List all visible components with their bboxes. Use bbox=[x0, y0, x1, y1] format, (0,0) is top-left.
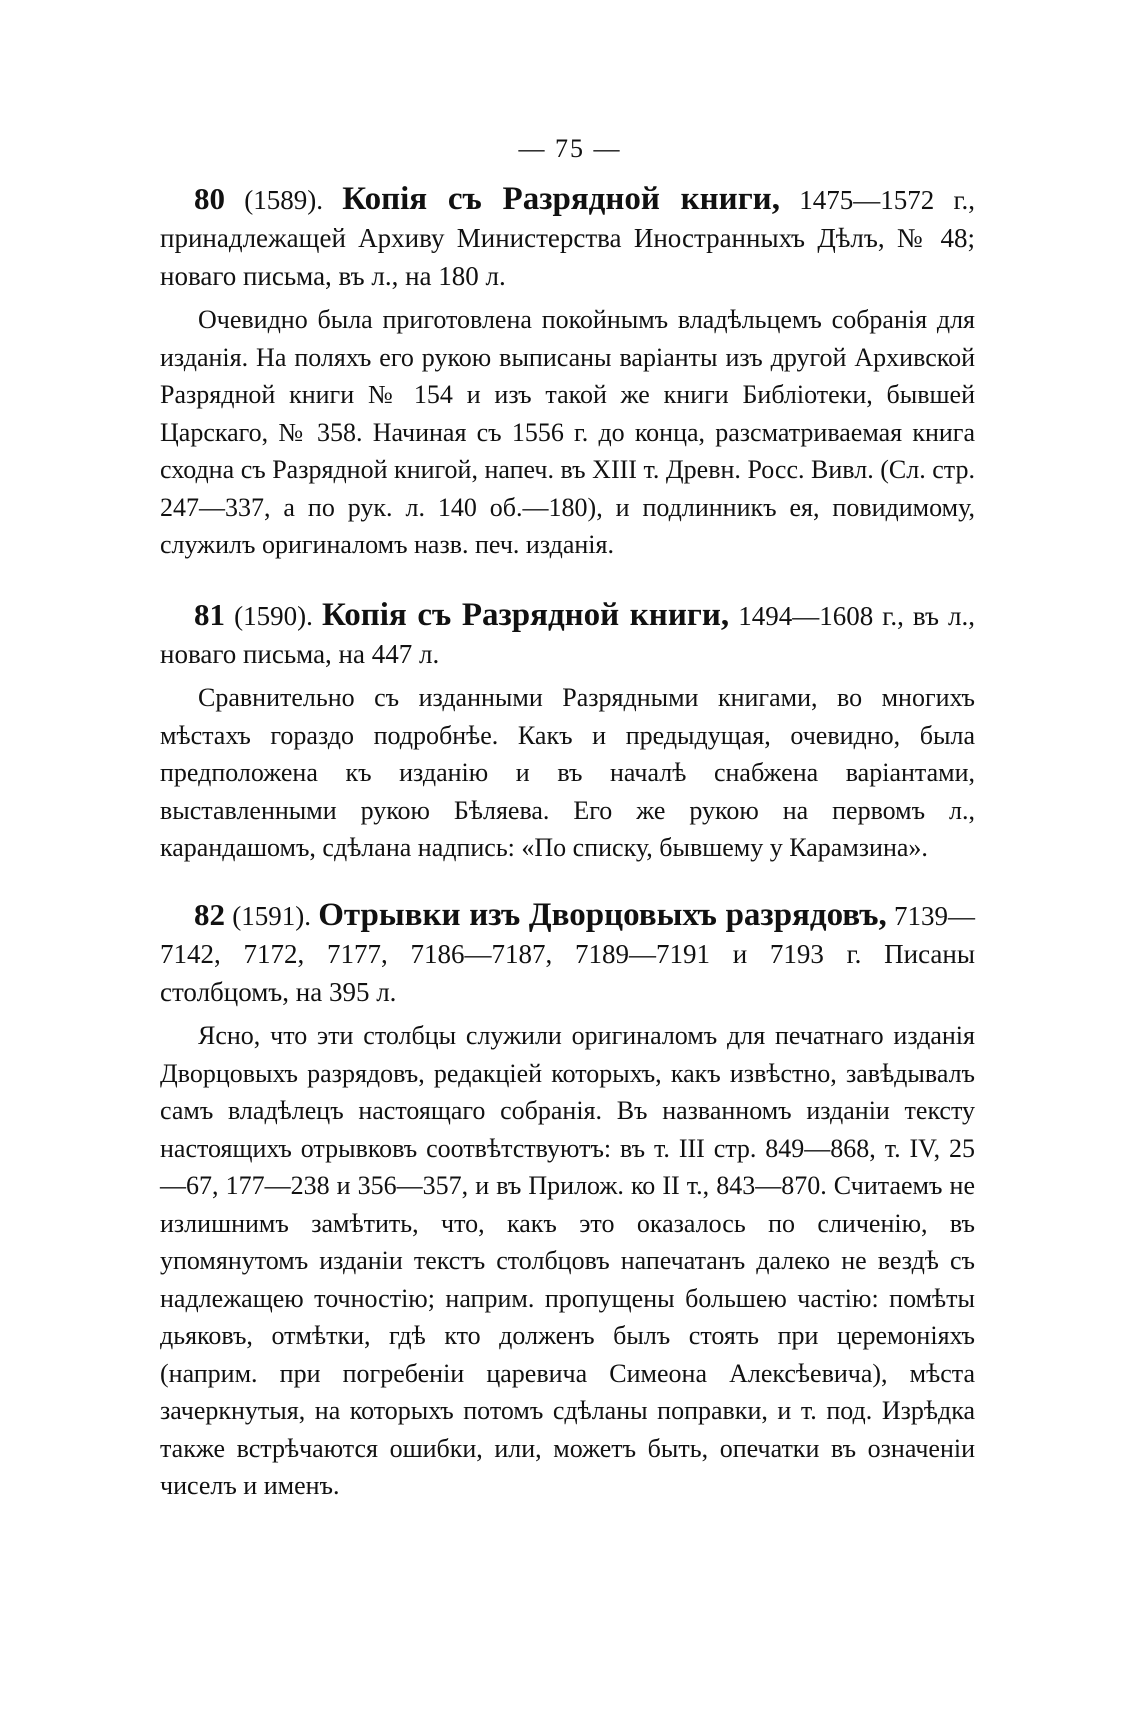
entry-number: 82 bbox=[194, 897, 225, 932]
entry-number: 80 bbox=[194, 181, 225, 216]
entry-details: 7139—7142, 7172, 7177, 7186—7187, 7189—7191 и 7193 г. Писаны столбцомъ, на 395 л. bbox=[160, 901, 976, 1007]
entry-title: Копія съ Разрядной книги, bbox=[342, 181, 780, 217]
catalog-entry bbox=[160, 896, 975, 1505]
entry-title: Отрывки изъ Дворцовыхъ разрядовъ, bbox=[318, 897, 887, 933]
page-number: — 75 — bbox=[518, 134, 622, 163]
catalog-entry bbox=[160, 180, 975, 564]
entry-description: Очевидно была приготовлена покойнымъ владѣльцемъ собранія для изданія. На поляхъ его рукою выписаны варіанты изъ другой Архивской Разрядной книги № 154 и изъ такой же книги Библіотеки, бывшей Царскаго, № 358. Начиная съ 1556 г. до конца, разсматриваемая книга сходна съ Разрядной книгой, напеч. въ XIII т. Древн. Росс. Вивл. (Сл. стр. 247—337, а по рук. л. 140 об.—180), и подлинникъ ея, повидимому, служилъ оригиналомъ назв. печ. изданія. bbox=[160, 305, 975, 559]
entry-heading bbox=[160, 180, 975, 295]
catalog-entry bbox=[160, 596, 975, 867]
entry-number: 81 bbox=[194, 597, 225, 632]
entry-code: (1591). bbox=[232, 901, 311, 931]
entry-title: Копія съ Разрядной книги, bbox=[321, 597, 730, 633]
entry-details: 1475—1572 г., принадлежащей Архиву Министерства Иностранныхъ Дѣлъ, № 48; новаго письма, въ л., на 180 л. bbox=[160, 185, 976, 291]
entry-code: (1590). bbox=[234, 601, 313, 631]
entry-description: Ясно, что эти столбцы служили оригиналомъ для печатнаго изданія Дворцовыхъ разрядовъ, редакціей которыхъ, какъ извѣстно, завѣдывалъ самъ владѣлецъ настоящаго собранія. Въ названномъ изданіи тексту настоящихъ отрывковъ соотвѣтствуютъ: въ т. III стр. 849—868, т. IV, 25—67, 177—238 и 356—357, и въ Прилож. ко II т., 843—870. Считаемъ не излишнимъ замѣтить, что, какъ это оказалось по сличенію, въ упомянутомъ изданіи текстъ столбцовъ напечатанъ далеко не вездѣ съ надлежащею точностію; наприм. пропущены большею частію: помѣты дьяковъ, отмѣтки, гдѣ кто долженъ былъ стоять при церемоніяхъ (наприм. при погребеніи царевича Симеона Алексѣевича), мѣста зачеркнутыя, на которыхъ потомъ сдѣланы поправки, и т. под. Изрѣдка также встрѣчаются ошибки, или, можетъ быть, опечатки въ означеніи чиселъ и именъ. bbox=[160, 1021, 975, 1500]
entry-details: 1494—1608 г., въ л., новаго письма, на 447 л. bbox=[160, 601, 976, 669]
entry-heading bbox=[160, 896, 975, 1011]
entry-heading bbox=[160, 596, 975, 673]
entry-code: (1589). bbox=[244, 185, 324, 215]
entry-description: Сравнительно съ изданными Разрядными книгами, во многихъ мѣстахъ гораздо подробнѣе. Какъ и предыдущая, очевидно, была предположена къ изданію и въ началѣ снабжена варіантами, выставленными рукою Бѣляева. Его же рукою на первомъ л., карандашомъ, сдѣлана надпись: «По списку, бывшему у Карамзина». bbox=[160, 683, 975, 862]
